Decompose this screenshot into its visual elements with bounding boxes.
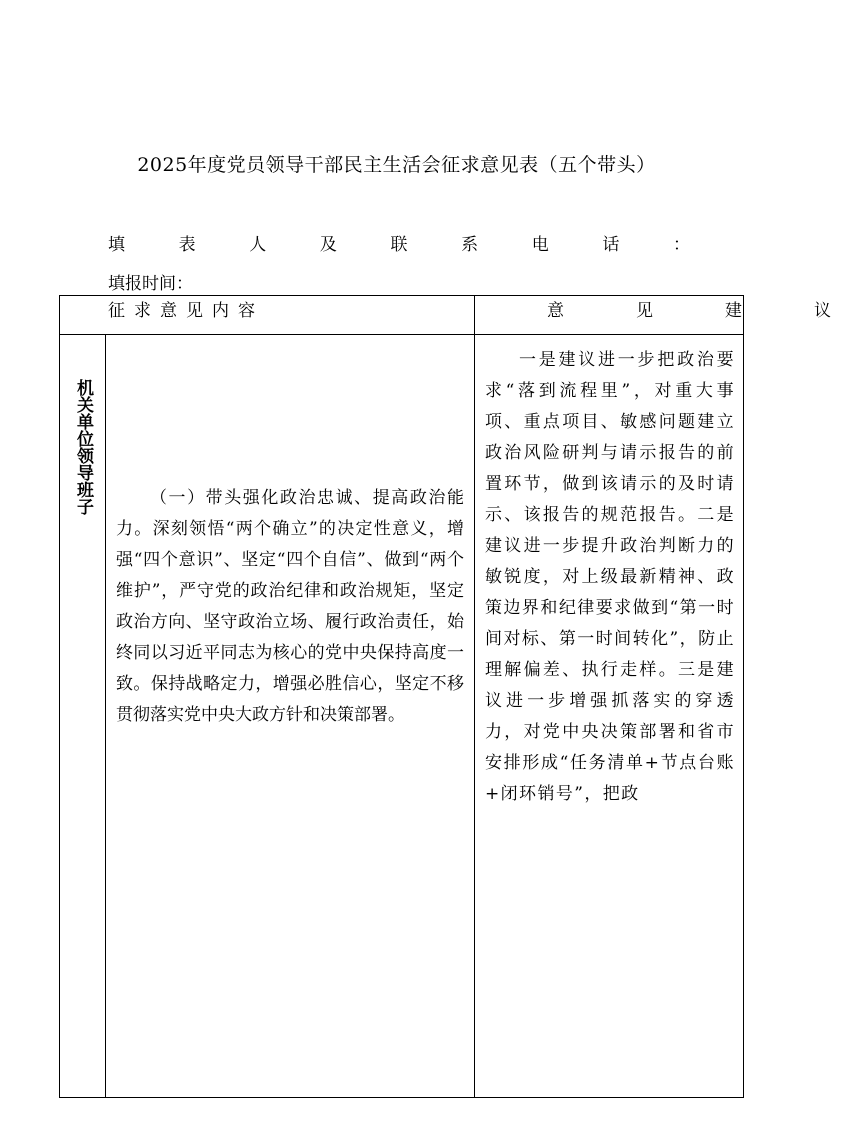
- opinion-content-cell: [106, 335, 475, 1098]
- opinion-table: [59, 295, 831, 1098]
- header-suggestion-char: 议: [814, 301, 831, 321]
- filler-char: 及: [319, 235, 337, 255]
- header-suggestion: [475, 296, 831, 335]
- header-suggestion-char: 意: [547, 301, 564, 321]
- side-label-cell: [60, 335, 106, 1098]
- suggestion-cell: [475, 335, 744, 1098]
- filler-char: 话: [602, 235, 620, 255]
- header-suggestion-char: 建: [725, 301, 742, 321]
- filler-char: 系: [461, 235, 479, 255]
- header-opinion-content-label: 征求意见内容: [108, 301, 264, 321]
- fill-date-label: 填报时间：: [108, 274, 193, 294]
- header-suggestion-label: [475, 296, 831, 321]
- table-row: [60, 335, 744, 1098]
- table-header-row: [60, 296, 744, 335]
- suggestion-text: 一是建议进一步把政治要求“落到流程里”，对重大事项、重点项目、敏感问题建立政治风险研判与请示报告的前置环节，做到该请示的及时请示、该报告的规范报告。二是建议进一步提升政治判断力的敏锐度，对上级最新精神、政策边界和纪律要求做到“第一时间对标、第一时间转化”，防止理解偏差、执行走样。三是建议进一步增强抓落实的穿透力，对党中央决策部署和省市安排形成“任务清单+节点台账+闭环销号”，把政: [485, 350, 735, 804]
- filler-contact-line: [108, 230, 690, 255]
- header-suggestion-char: 见: [636, 301, 653, 321]
- filler-char: 表: [178, 235, 196, 255]
- document-title: 2025年度党员领导干部民主生活会征求意见表（五个带头）: [137, 154, 656, 176]
- side-label: 机关单位领导班子: [73, 379, 93, 515]
- filler-char: 填: [108, 235, 125, 255]
- filler-char: 人: [249, 235, 267, 255]
- filler-char: ：: [673, 235, 690, 255]
- opinion-content-text: （一）带头强化政治忠诚、提高政治能力。深刻领悟“两个确立”的决定性意义，增强“四个意识”、坚定“四个自信”、做到“两个维护”，严守党的政治纪律和政治规矩，坚定政治方向、坚守政治立场、履行政治责任，始终同以习近平同志为核心的党中央保持高度一致。保持战略定力，增强必胜信心，坚定不移贯彻落实党中央大政方针和决策部署。: [116, 488, 464, 725]
- header-opinion-content: [60, 296, 475, 335]
- filler-char: 联: [390, 235, 408, 255]
- filler-char: 电: [531, 235, 549, 255]
